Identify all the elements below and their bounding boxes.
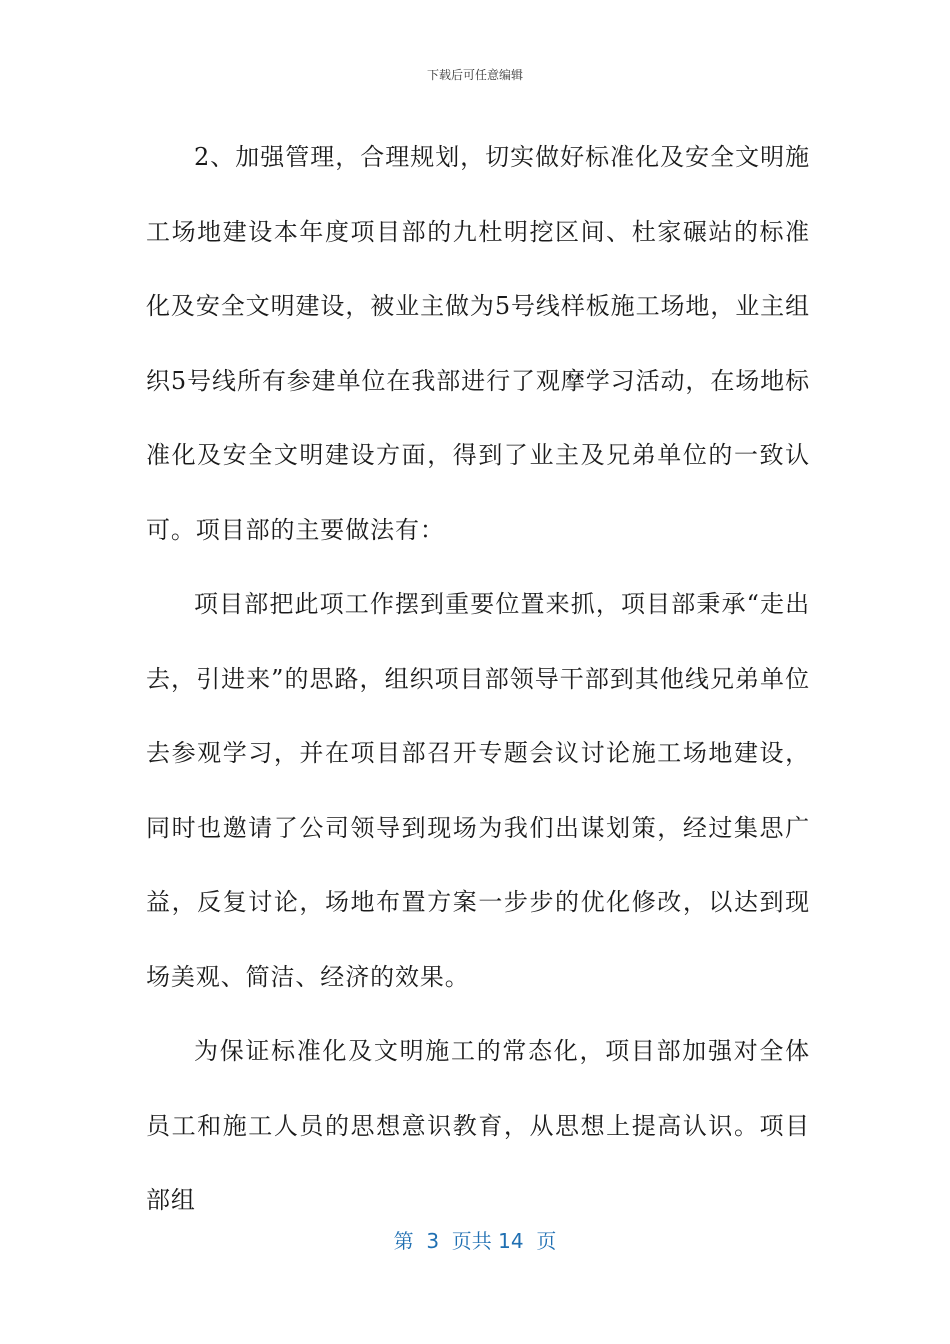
paragraph-1: 2、加强管理，合理规划，切实做好标准化及安全文明施工场地建设本年度项目部的九杜明挖区间、杜家碾站的标准化及安全文明建设，被业主做为5号线样板施工场地，业主组织5号线所有参建单位在我部进行了观摩学习活动，在场地标准化及安全文明建设方面，得到了业主及兄弟单位的一致认可。项目部的主要做法有： bbox=[146, 143, 810, 544]
paragraph-2: 项目部把此项工作摆到重要位置来抓，项目部秉承“走出去，引进来”的思路，组织项目部领导干部到其他线兄弟单位去参观学习，并在项目部召开专题会议讨论施工场地建设，同时也邀请了公司领导到现场为我们出谋划策，经过集思广益，反复讨论，场地布置方案一步步的优化修改，以达到现场美观、简洁、经济的效果。 bbox=[146, 590, 810, 991]
paragraph-3: 为保证标准化及文明施工的常态化，项目部加强对全体员工和施工人员的思想意识教育，从思想上提高认识。项目部组 bbox=[146, 1037, 810, 1214]
page-header: 下载后可任意编辑 bbox=[426, 68, 523, 82]
page-footer: 第 3 页共 14 页 bbox=[393, 1229, 557, 1253]
document-body bbox=[146, 120, 810, 1238]
